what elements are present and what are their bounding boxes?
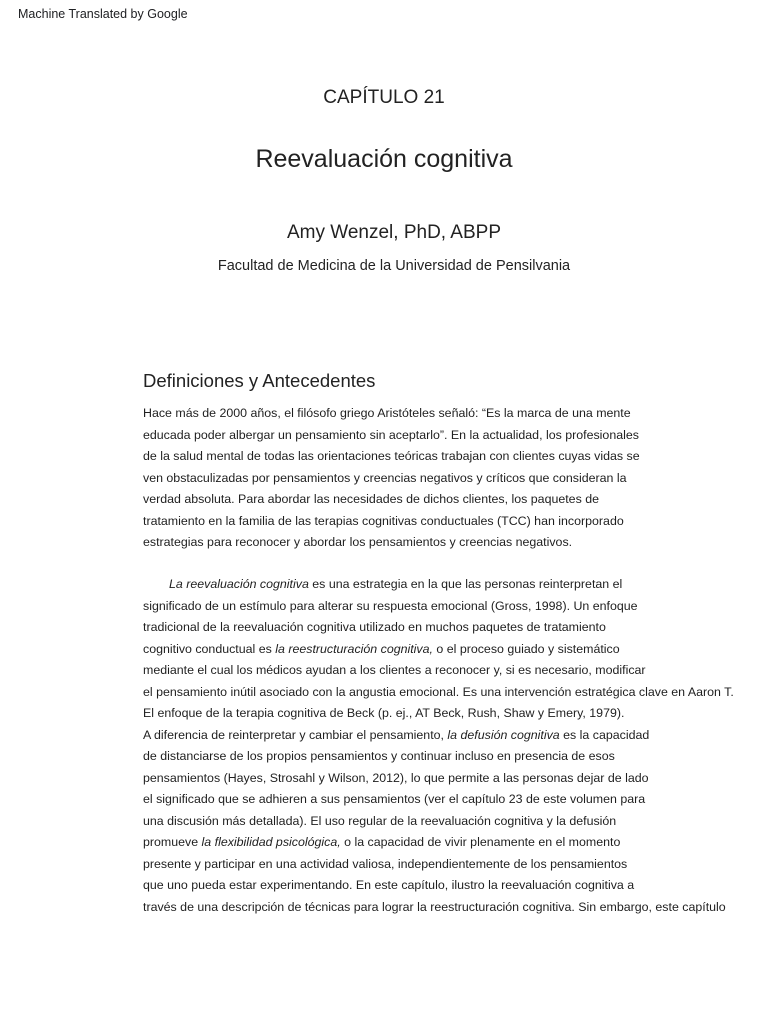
paragraph-line: el pensamiento inútil asociado con la angustia emocional. Es una intervención estratégica clave en Aaron T. — [143, 684, 734, 699]
paragraph-line: presente y participar en una actividad valiosa, independientemente de los pensamientos — [143, 856, 628, 871]
line-text: A diferencia de reinterpretar y cambiar el pensamiento, — [143, 727, 448, 742]
line-text: es la capacidad — [559, 727, 650, 742]
italic-term: la flexibilidad psicológica, — [201, 835, 341, 849]
paragraph-line: de distanciarse de los propios pensamientos y continuar incluso en presencia de esos — [143, 749, 615, 763]
paragraph-line: de la salud mental de todas las orientaciones teóricas trabajan con clientes cuyas vidas se — [143, 449, 640, 463]
paragraph-line: Hace más de 2000 años, el filósofo griego Aristóteles señaló: “Es la marca de una mente — [143, 406, 631, 420]
line-text: o la capacidad de vivir plenamente en el momento — [340, 835, 621, 849]
line-text: o el proceso guiado y sistemático — [432, 641, 620, 656]
author-affiliation: Facultad de Medicina de la Universidad de Pensilvania — [217, 258, 571, 274]
paragraph-line: que uno pueda estar experimentando. En este capítulo, ilustro la reevaluación cognitiva a — [143, 878, 635, 892]
machine-translation-banner: Machine Translated by Google — [18, 7, 188, 21]
paragraph-line: pensamientos (Hayes, Strosahl y Wilson, 2012), lo que permite a las personas dejar de lado — [143, 770, 649, 785]
paragraph-line — [143, 832, 753, 854]
paragraph-line: ven obstaculizadas por pensamientos y creencias negativos y críticos que consideran la — [143, 470, 627, 485]
line-text: promueve — [143, 835, 202, 849]
chapter-number: CAPÍTULO 21 — [323, 87, 445, 108]
paragraph-line: tradicional de la reevaluación cognitiva utilizado en muchos paquetes de tratamiento — [143, 620, 606, 634]
paragraph-line: El enfoque de la terapia cognitiva de Beck (p. ej., AT Beck, Rush, Shaw y Emery, 1979). — [143, 706, 625, 720]
line-text: cognitivo conductual es — [143, 641, 276, 656]
chapter-title: Reevaluación cognitiva — [255, 145, 513, 173]
paragraph-line — [143, 639, 753, 661]
paragraph-line: una discusión más detallada). El uso regular de la reevaluación cognitiva y la defusión — [143, 813, 617, 828]
paragraph-line: el significado que se adhieren a sus pensamientos (ver el capítulo 23 de este volumen para — [143, 792, 646, 806]
line-text: es una estrategia en la que las personas reinterpretan el — [308, 577, 623, 591]
paragraph-line: significado de un estímulo para alterar su respuesta emocional (Gross, 1998). Un enfoque — [143, 598, 638, 613]
paragraph-line: estrategias para reconocer y abordar los pensamientos y creencias negativos. — [143, 535, 573, 549]
paragraph-line — [143, 725, 753, 747]
paragraph-line: mediante el cual los médicos ayudan a los clientes a reconocer y, si es necesario, modificar — [143, 663, 646, 677]
paragraph-definitions — [143, 403, 753, 554]
paragraph-line: verdad absoluta. Para abordar las necesidades de dichos clientes, los paquetes de — [143, 492, 599, 506]
paragraph-line — [143, 574, 753, 596]
paragraph-line: educada poder albergar un pensamiento sin aceptarlo”. En la actualidad, los profesionales — [143, 427, 639, 442]
paragraph-line: través de una descripción de técnicas para lograr la reestructuración cognitiva. Sin embargo, este capítulo — [143, 899, 726, 914]
italic-term: la reestructuración cognitiva, — [275, 641, 433, 656]
paragraph-reappraisal — [143, 574, 753, 918]
italic-term: La reevaluación cognitiva — [169, 577, 309, 591]
author-name: Amy Wenzel, PhD, ABPP — [286, 222, 501, 243]
paragraph-line: tratamiento en la familia de las terapias cognitivas conductuales (TCC) han incorporado — [143, 513, 624, 528]
section-heading: Definiciones y Antecedentes — [143, 370, 376, 391]
italic-term: la defusión cognitiva — [447, 727, 560, 742]
